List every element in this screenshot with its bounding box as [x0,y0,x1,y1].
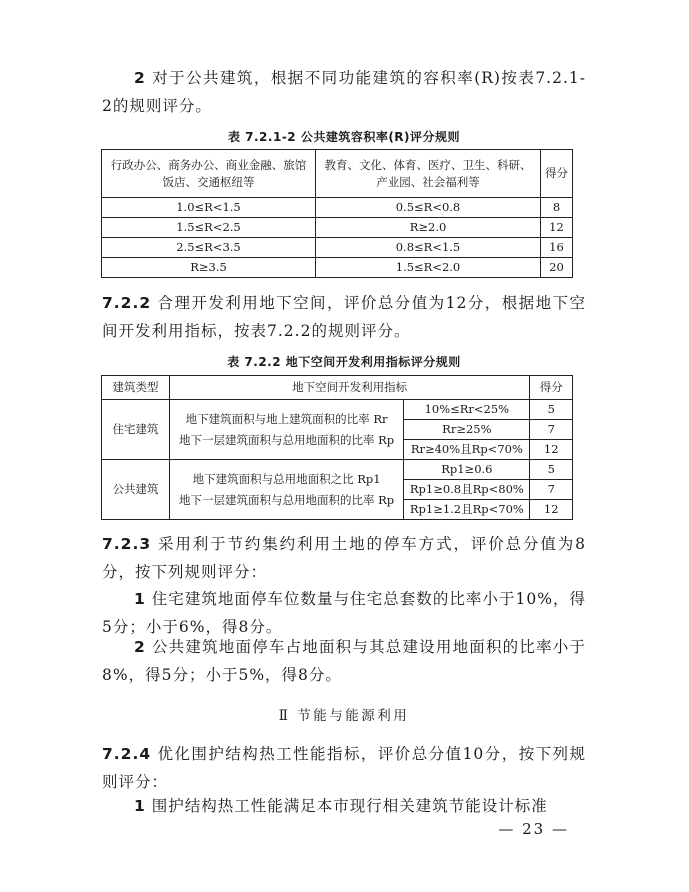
indicator-line: 地下一层建筑面积与总用地面积的比率 Rp [178,432,395,447]
score-cell: 12 [530,500,573,520]
indicator-cell [169,400,403,460]
page-number: — 23 — [498,820,569,838]
table-cell: R≥2.0 [316,218,541,238]
item-number: 1 [134,590,146,608]
table-header-row [102,150,573,198]
table-cell: 2.5≤R<3.5 [102,238,316,258]
item-text: 公共建筑地面停车占地面积与其总建设用地面积的比率小于8%，得5分；小于5%，得8分。 [102,638,586,684]
item-text: 住宅建筑地面停车位数量与住宅总套数的比率小于10%，得5分；小于6%，得8分。 [102,590,586,636]
condition-cell: 10%≤Rr<25% [404,400,530,420]
table-row [102,400,573,420]
item-number: 1 [134,797,146,815]
table-cell: 16 [541,238,573,258]
condition-cell: Rp1≥0.8且Rp<80% [404,480,530,500]
indicator-line: 地下一层建筑面积与总用地面积的比率 Rp [178,492,395,507]
header-cell: 教育、文化、体育、医疗、卫生、科研、产业园、社会福利等 [316,150,541,198]
table-cell: R≥3.5 [102,258,316,278]
item-text: 围护结构热工性能满足本市现行相关建筑节能设计标准 [151,797,548,815]
table-row [102,218,573,238]
condition-cell: Rr≥40%且Rp<70% [404,440,530,460]
table-7-2-2 [101,375,573,520]
condition-cell: Rp1≥0.6 [404,460,530,480]
table-7-2-1-2 [101,149,573,278]
building-type-cell: 公共建筑 [102,460,170,520]
clause-number: 2 [134,69,146,87]
table-cell: 8 [541,198,573,218]
score-cell: 5 [530,400,573,420]
table-cell: 12 [541,218,573,238]
paragraph-7-2-4 [102,740,586,796]
indicator-line: 地下建筑面积与总用地面积之比 Rp1 [192,471,381,486]
header-cell: 建筑类型 [102,376,170,400]
table-cell: 0.5≤R<0.8 [316,198,541,218]
table-row [102,460,573,480]
score-cell: 5 [530,460,573,480]
table-cell: 1.5≤R<2.5 [102,218,316,238]
item-number: 2 [134,638,146,656]
header-cell: 行政办公、商务办公、商业金融、旅馆饭店、交通枢纽等 [102,150,316,198]
header-cell: 得分 [541,150,573,198]
table-cell: 0.8≤R<1.5 [316,238,541,258]
table-7-2-1-2-caption: 表 7.2.1-2 公共建筑容积率(R)评分规则 [227,130,461,144]
score-cell: 7 [530,420,573,440]
paragraph-item-1-envelope [102,792,586,820]
indicator-cell [169,460,403,520]
paragraph-item-2-public [102,633,586,689]
clause-text: 采用利于节约集约利用土地的停车方式，评价总分值为8分，按下列规则评分： [102,535,586,581]
table-cell: 20 [541,258,573,278]
indicator-line: 地下建筑面积与地上建筑面积的比率 Rr [185,411,388,426]
paragraph-7-2-2 [102,289,586,345]
table-row [102,258,573,278]
header-cell: 地下空间开发利用指标 [169,376,530,400]
clause-number: 7.2.3 [102,535,152,553]
table-row [102,198,573,218]
clause-text: 对于公共建筑，根据不同功能建筑的容积率(R)按表7.2.1-2的规则评分。 [102,69,586,115]
paragraph-public-building-far [102,64,586,120]
clause-number: 7.2.4 [102,745,152,763]
score-cell: 12 [530,440,573,460]
condition-cell: Rp1≥1.2且Rp<70% [404,500,530,520]
building-type-cell: 住宅建筑 [102,400,170,460]
score-cell: 7 [530,480,573,500]
paragraph-7-2-3 [102,530,586,586]
clause-number: 7.2.2 [102,294,152,312]
clause-text: 优化围护结构热工性能指标，评价总分值10分，按下列规则评分： [102,745,586,791]
table-row [102,238,573,258]
table-header-row [102,376,573,400]
table-cell: 1.0≤R<1.5 [102,198,316,218]
header-cell: 得分 [530,376,573,400]
section-heading: Ⅱ 节能与能源利用 [278,708,410,724]
table-cell: 1.5≤R<2.0 [316,258,541,278]
clause-text: 合理开发利用地下空间，评价总分值为12分，根据地下空间开发利用指标，按表7.2.2的规则评分。 [102,294,586,340]
condition-cell: Rr≥25% [404,420,530,440]
table-7-2-2-caption: 表 7.2.2 地下空间开发利用指标评分规则 [227,355,461,369]
